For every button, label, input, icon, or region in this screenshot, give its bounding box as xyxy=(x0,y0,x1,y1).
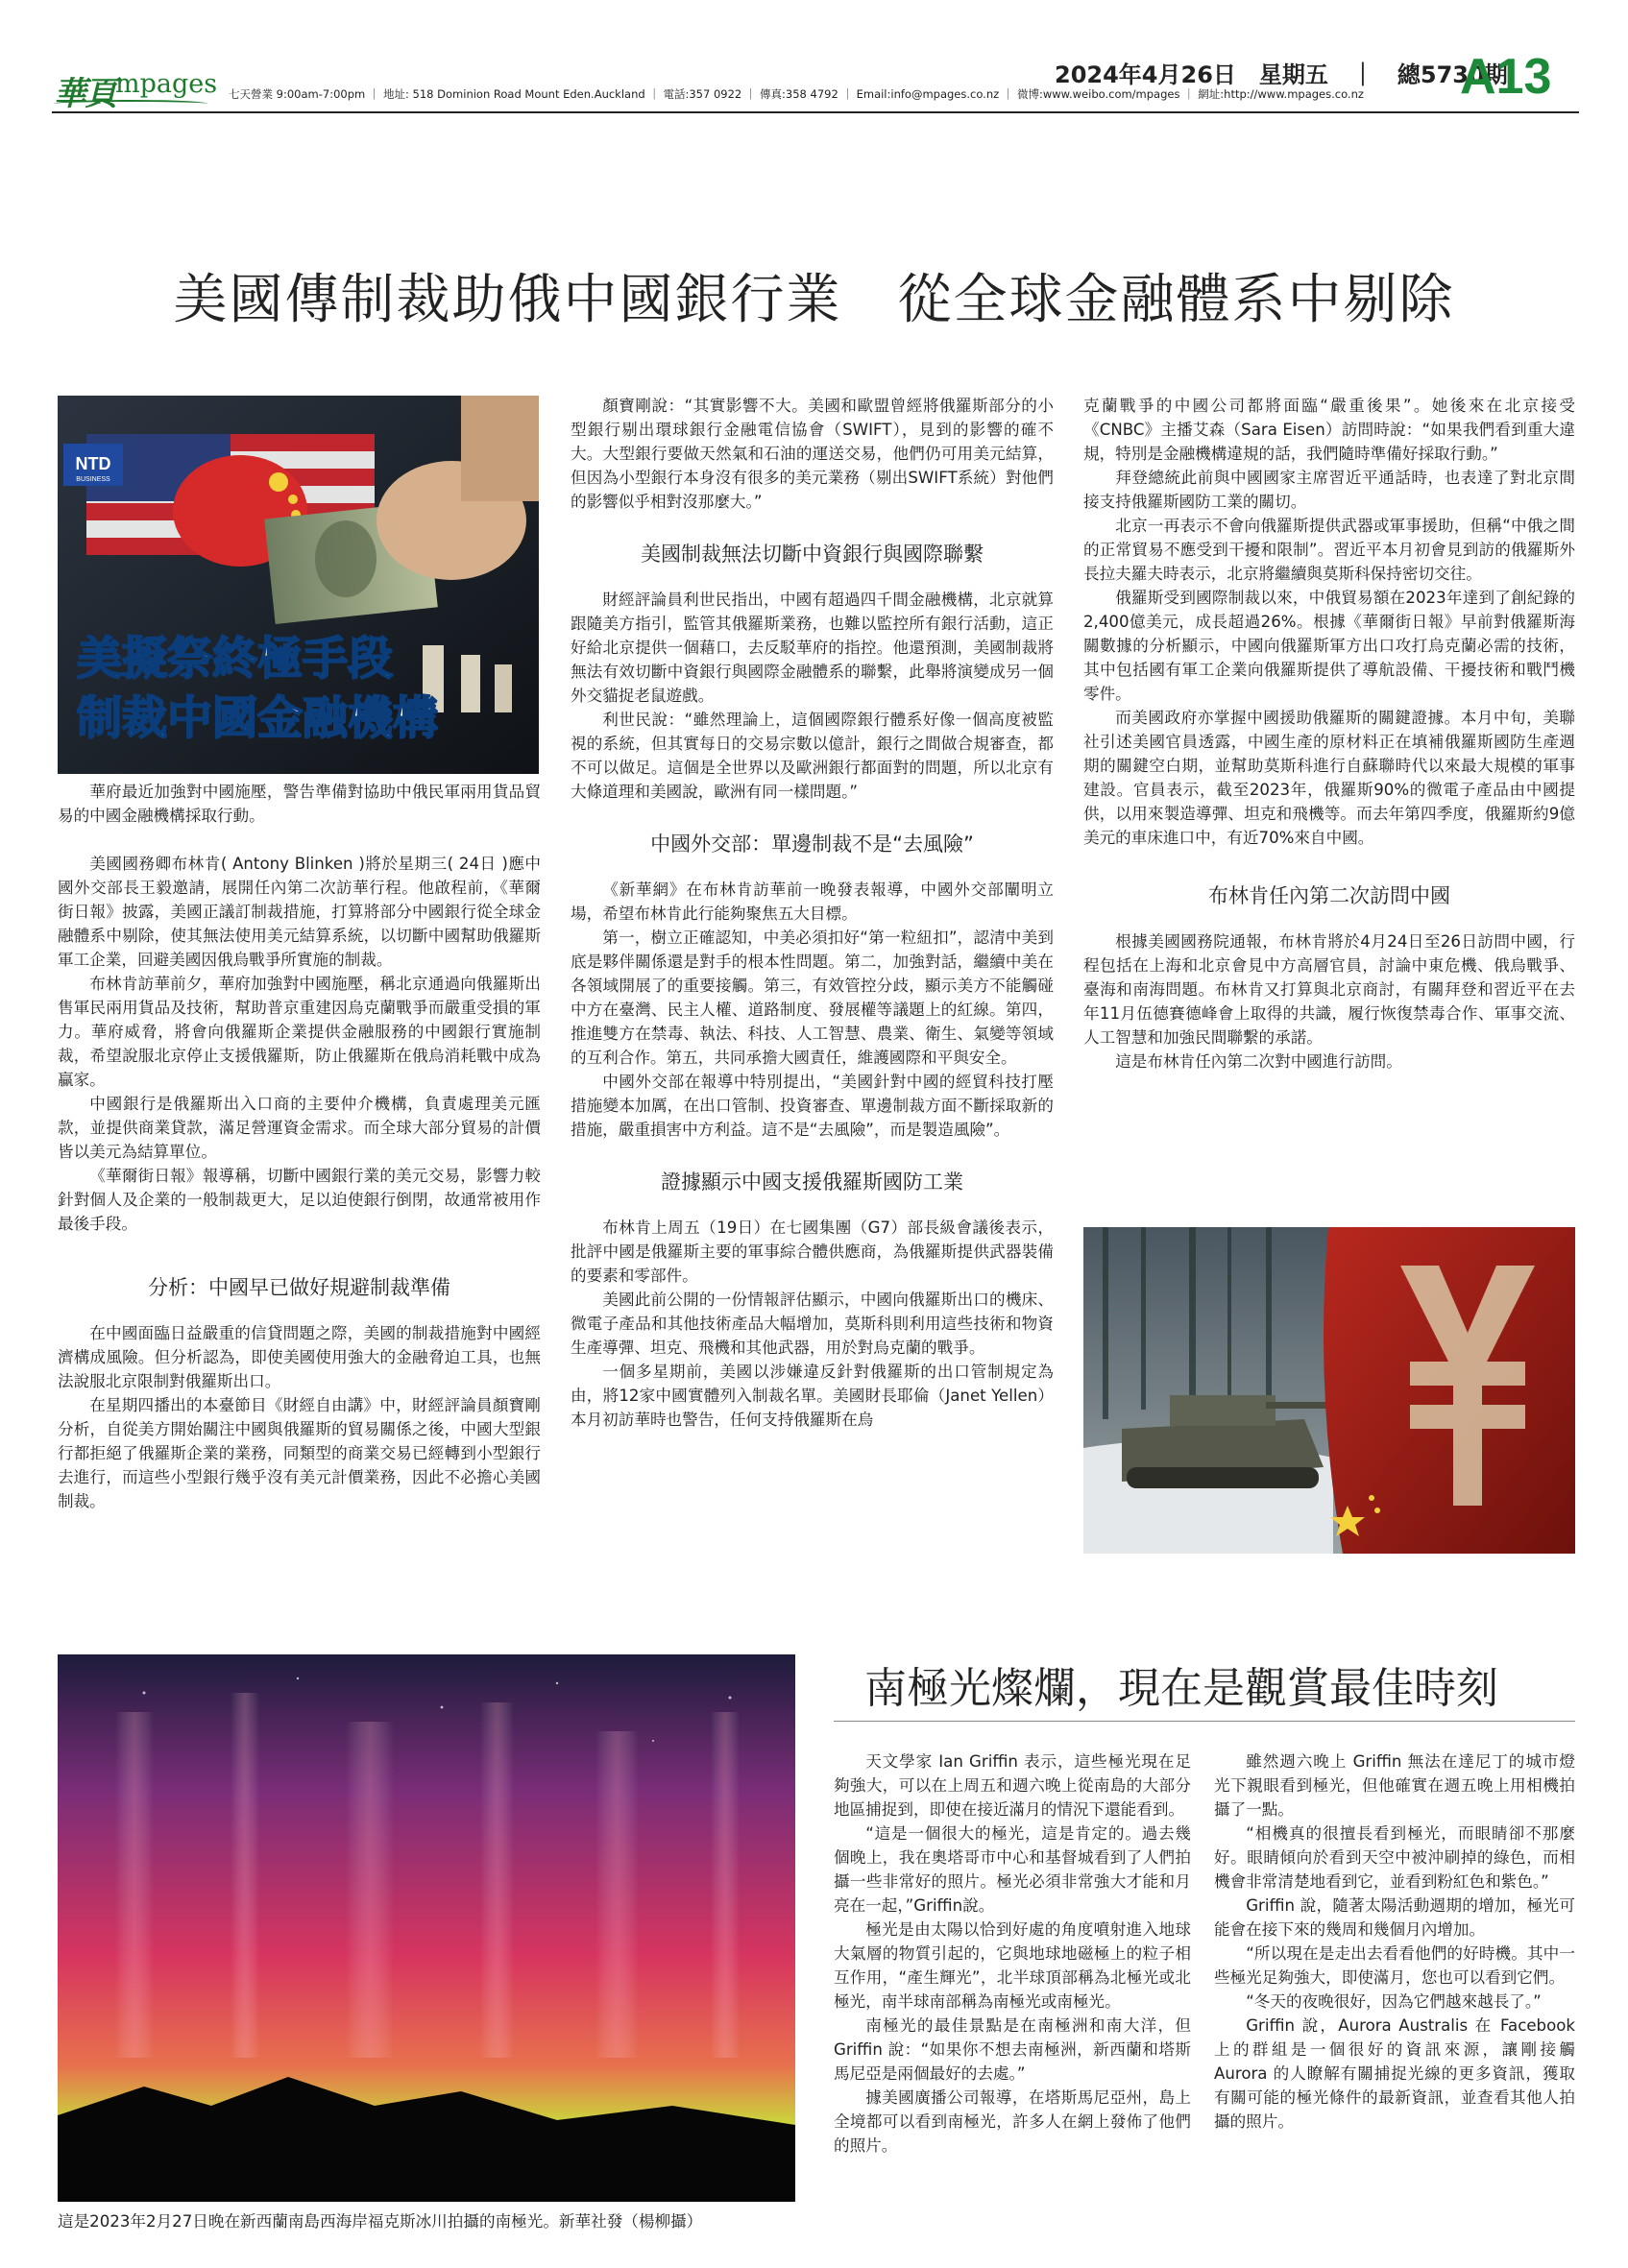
article-paragraph: 財經評論員利世民指出，中國有超過四千間金融機構，北京就算跟隨美方指引，監管其俄羅斯業務，也難以監控所有銀行活動，這正好給北京提供一個藉口，去反駁華府的指控。他還預測，美國制裁將無法有效切斷中資銀行與國際金融體系的聯繫，此舉將演變成另一個外交貓捉老鼠遊戲。 xyxy=(571,591,1054,705)
image-overlay-line2: 制裁中國金融機構 xyxy=(77,692,438,745)
sanctions-photo xyxy=(58,396,539,774)
subheading-second-visit: 布林肯任內第二次訪問中國 xyxy=(1208,884,1450,907)
article-paragraph: 布林肯上周五（19日）在七國集團（G7）部長級會議後表示，批評中國是俄羅斯主要的軍事綜合體供應商，為俄羅斯提供武器裝備的要素和零部件。 xyxy=(571,1218,1054,1285)
masthead-logo xyxy=(54,65,218,113)
article-column-1 xyxy=(58,780,541,1513)
tank-yuan-photo xyxy=(1083,1227,1575,1554)
aurora-photo-art xyxy=(58,1654,795,2202)
image-overlay-line1a: 美擬祭 xyxy=(77,633,212,686)
article-paragraph: 一個多星期前，美國以涉嫌違反針對俄羅斯的出口管制規定為由，將12家中國實體列入制裁名單。美國財長耶倫（Janet Yellen）本月初訪華時也警告，任何支持俄羅斯在烏 xyxy=(571,1363,1054,1429)
aurora-paragraph: Griffin 說，Aurora Australis 在 Facebook 上的群組是一個很好的資訊來源，讓剛接觸 Aurora 的人瞭解有關捕捉光線的更多資訊，獲取有關可能的極光條件的最新資訊，並查看其他人拍攝的照片。 xyxy=(1214,2016,1575,2131)
sanctions-photo-art xyxy=(58,396,539,774)
header-rule xyxy=(52,111,1579,113)
aurora-rule xyxy=(834,1721,1575,1722)
article-paragraph: 在中國面臨日益嚴重的信貸問題之際，美國的制裁措施對中國經濟構成風險。但分析認為，即使美國使用強大的金融脅迫工具，也無法說服北京限制對俄羅斯出口。 xyxy=(58,1324,541,1390)
page-number: A13 xyxy=(1460,49,1552,105)
article-column-2 xyxy=(571,394,1054,1432)
subheading-evidence: 證據顯示中國支援俄羅斯國防工業 xyxy=(661,1170,963,1194)
article-paragraph: 中國銀行是俄羅斯出入口商的主要仲介機構，負責處理美元匯款，並提供商業貸款，滿足營運資金需求。而全球大部分貿易的計價皆以美元為結算單位。 xyxy=(58,1095,541,1161)
aurora-paragraph: 南極光的最佳景點是在南極洲和南大洋，但 Griffin 說：“如果你不想去南極洲，新西蘭和塔斯馬尼亞是兩個最好的去處。” xyxy=(834,2016,1191,2083)
article-paragraph: 拜登總統此前與中國國家主席習近平通話時，也表達了對北京間接支持俄羅斯國防工業的關切。 xyxy=(1083,469,1575,511)
ntd-badge-sub: BUSINESS xyxy=(76,476,110,483)
aurora-paragraph: “相機真的很擅長看到極光，而眼睛卻不那麼好。眼睛傾向於看到天空中被沖刷掉的綠色，而相機會非常清楚地看到它，並看到粉紅色和紫色。” xyxy=(1214,1824,1575,1891)
aurora-paragraph: 極光是由太陽以恰到好處的角度噴射進入地球大氣層的物質引起的，它與地球地磁極上的粒子相互作用，“產生輝光”，北半球頂部稱為北極光或北極光，南半球南部稱為南極光或南極光。 xyxy=(834,1920,1191,2011)
article-paragraph: 利世民說：“雖然理論上，這個國際銀行體系好像一個高度被監視的系統，但其實每日的交易宗數以億計，銀行之間做合規審查，都不可以做足。這個是全世界以及歐洲銀行都面對的問題，所以北京有大條道理和美國說，歐洲有同一樣問題。” xyxy=(571,711,1054,801)
ntd-badge: NTD xyxy=(75,454,111,473)
article-paragraph: 顏寶剛說：“其實影響不大。美國和歐盟曾經將俄羅斯部分的小型銀行剔出環球銀行金融電信協會（SWIFT），見到的影響的確不大。大型銀行要做天然氣和石油的運送交易，他們仍可用美元結算，但因為小型銀行本身沒有很多的美元業務（剔出SWIFT系統）對他們的影響似乎相對沒那麼大。” xyxy=(571,397,1054,511)
aurora-paragraph: 天文學家 Ian Griffin 表示，這些極光現在足夠強大，可以在上周五和週六晚上從南島的大部分地區捕捉到，即使在接近滿月的情況下還能看到。 xyxy=(834,1752,1191,1819)
article-paragraph: 中國外交部在報導中特別提出，“美國針對中國的經貿科技打壓措施變本加厲，在出口管制、投資審查、單邊制裁方面不斷採取新的措施，嚴重損害中方利益。這不是“去風險”，而是製造風險”。 xyxy=(571,1073,1054,1139)
article-paragraph: 第一，樹立正確認知，中美必須扣好“第一粒紐扣”，認清中美到底是夥伴關係還是對手的根本性問題。第二，加強對話，繼續中美在各領域開展了的重要接觸。第三，有效管控分歧，顯示美方不能觸碰中方在臺灣、民主人權、道路制度、發展權等議題上的紅線。第四，推進雙方在禁毒、執法、科技、人工智慧、農業、衛生、氣變等領域的互利合作。第五，共同承擔大國責任，維護國際和平與安全。 xyxy=(571,929,1054,1067)
aurora-paragraph: “冬天的夜晚很好，因為它們越來越長了。” xyxy=(1246,1992,1542,2011)
article-paragraph: 根據美國國務院通報，布林肯將於4月24日至26日訪問中國，行程包括在上海和北京會見中方高層官員，討論中東危機、俄烏戰爭、臺海和南海問題。布林肯又打算與北京商討，有關拜登和習近平在去年11月伍德賽德峰會上取得的共識，履行恢復禁毒合作、軍事交流、人工智慧和加強民間聯繫的承諾。 xyxy=(1083,932,1575,1047)
article-column-3 xyxy=(1083,394,1575,1074)
article-intro: 華府最近加強對中國施壓，警告準備對協助中俄民軍兩用貨品貿易的中國金融機構採取行動。 xyxy=(58,783,541,825)
logo-chinese: 華頁 xyxy=(54,75,115,113)
article-paragraph: 美國國務卿布林肯( Antony Blinken )將於星期三( 24日 )應中國外交部長王毅邀請，展開任內第二次訪華行程。他啟程前，《華爾街日報》披露，美國正議訂制裁措施，打算將部分中國銀行從全球金融體系中剔除，使其無法使用美元結算系統，以切斷中國幫助俄羅斯軍工企業，回避美國因俄烏戰爭所實施的制裁。 xyxy=(58,855,541,969)
article-paragraph: 這是布林肯任內第二次對中國進行訪問。 xyxy=(1115,1052,1402,1071)
article-paragraph: 布林肯訪華前夕，華府加強對中國施壓，稱北京通過向俄羅斯出售軍民兩用貨品及技術，幫助普京重建因烏克蘭戰爭而嚴重受損的軍力。華府威脅，將會向俄羅斯企業提供金融服務的中國銀行實施制裁，希望說服北京停止支援俄羅斯，防止俄羅斯在俄烏消耗戰中成為贏家。 xyxy=(58,975,541,1089)
logo-swoosh xyxy=(54,100,207,108)
article-paragraph: 《新華網》在布林肯訪華前一晚發表報導，中國外交部闡明立場，希望布林肯此行能夠聚焦五大目標。 xyxy=(571,881,1054,923)
image-overlay-line1b: 終極手段 xyxy=(212,633,393,686)
subheading-foreign-ministry: 中國外交部：單邊制裁不是“去風險” xyxy=(650,832,974,856)
article-paragraph: 俄羅斯受到國際制裁以來，中俄貿易額在2023年達到了創紀錄的2,400億美元，成長超過26%。根據《華爾街日報》早前對俄羅斯海關數據的分析顯示，中國向俄羅斯軍方出口攻打烏克蘭必需的技術，其中包括國有軍工企業向俄羅斯提供了導航設備、干擾技術和戰鬥機零件。 xyxy=(1083,589,1575,703)
svg-text:美擬祭終極手段 xyxy=(77,633,393,686)
aurora-paragraph: “這是一個很大的極光，這是肯定的。過去幾個晚上，我在奧塔哥市中心和基督城看到了人們拍攝一些非常好的照片。極光必須非常強大才能和月亮在一起，”Griffin說。 xyxy=(834,1824,1191,1915)
aurora-paragraph: 據美國廣播公司報導，在塔斯馬尼亞州，島上全境都可以看到南極光，許多人在網上發佈了他們的照片。 xyxy=(834,2088,1191,2155)
aurora-caption: 這是2023年2月27日晚在新西蘭南島西海岸福克斯冰川拍攝的南極光。新華社發（楊柳攝） xyxy=(58,2212,703,2231)
contact-info: 七天營業 9:00am-7:00pm ｜ 地址: 518 Dominion Road Mount Eden.Auckland ｜ 電話:357 0922 ｜ 傳真:358 4792 ｜ Email:info@mpages.co.nz ｜ 微博:www.weibo.com/mpages ｜ 網址:http://www.mpages.co.nz xyxy=(229,87,1364,101)
subheading-analysis: 分析：中國早已做好規避制裁準備 xyxy=(148,1276,450,1299)
aurora-headline: 南極光燦爛，現在是觀賞最佳時刻 xyxy=(864,1664,1498,1713)
logo-english: mpages xyxy=(115,69,218,99)
issue-dateline: 2024年4月26日 星期五 ｜ 總5730期 xyxy=(1055,61,1508,88)
article-paragraph: 北京一再表示不會向俄羅斯提供武器或軍事援助，但稱“中俄之間的正常貿易不應受到干擾和限制”。習近平本月初會見到訪的俄羅斯外長拉夫羅夫時表示，北京將繼續與莫斯科保持密切交往。 xyxy=(1083,517,1575,583)
article-paragraph: 在星期四播出的本臺節目《財經自由講》中，財經評論員顏寶剛分析，自從美方開始關注中國與俄羅斯的貿易關係之後，中國大型銀行都拒絕了俄羅斯企業的業務，同類型的商業交易已經轉到小型銀行去進行，而這些小型銀行幾乎沒有美元計價業務，因此不必擔心美國制裁。 xyxy=(58,1396,541,1510)
article-paragraph: 美國此前公開的一份情報評估顯示，中國向俄羅斯出口的機床、微電子產品和其他技術產品大幅增加，莫斯科則利用這些技術和物資生產導彈、坦克、飛機和其他武器，用於對烏克蘭的戰爭。 xyxy=(571,1291,1054,1357)
tank-photo-art xyxy=(1083,1227,1575,1554)
article-paragraph: 克蘭戰爭的中國公司都將面臨“嚴重後果”。她後來在北京接受《CNBC》主播艾森（Sara Eisen）訪問時說：“如果我們看到重大違規，特別是金融機構違規的話，我們隨時準備好採取行動。” xyxy=(1083,397,1575,463)
article-paragraph: 《華爾街日報》報導稱，切斷中國銀行業的美元交易，影響力較針對個人及企業的一般制裁更大，足以迫使銀行倒閉，故通常被用作最後手段。 xyxy=(58,1167,541,1233)
aurora-column-2 xyxy=(1214,1749,1575,2134)
aurora-paragraph: 雖然週六晚上 Griffin 無法在達尼丁的城市燈光下親眼看到極光，但他確實在週五晚上用相機拍攝了一點。 xyxy=(1214,1752,1575,1819)
main-headline: 美國傳制裁助俄中國銀行業 從全球金融體系中剔除 xyxy=(173,269,1455,331)
aurora-column-1 xyxy=(834,1749,1191,2158)
aurora-photo xyxy=(58,1654,795,2202)
article-paragraph: 而美國政府亦掌握中國援助俄羅斯的關鍵證據。本月中旬，美聯社引述美國官員透露，中國生產的原材料正在填補俄羅斯國防生產週期的關鍵空白期，並幫助莫斯科進行自蘇聯時代以來最大規模的軍事建設。官員表示，截至2023年，俄羅斯90%的微電子產品由中國提供，以用來製造導彈、坦克和飛機等。而去年第四季度，俄羅斯約9億美元的車床進口中，有近70%來自中國。 xyxy=(1083,709,1575,847)
aurora-paragraph: Griffin 說，隨著太陽活動週期的增加，極光可能會在接下來的幾周和幾個月內增加。 xyxy=(1214,1896,1575,1939)
aurora-paragraph: “所以現在是走出去看看他們的好時機。其中一些極光足夠強大，即使滿月，您也可以看到它們。 xyxy=(1214,1944,1575,1987)
subheading-sanctions: 美國制裁無法切斷中資銀行與國際聯繫 xyxy=(641,543,984,566)
